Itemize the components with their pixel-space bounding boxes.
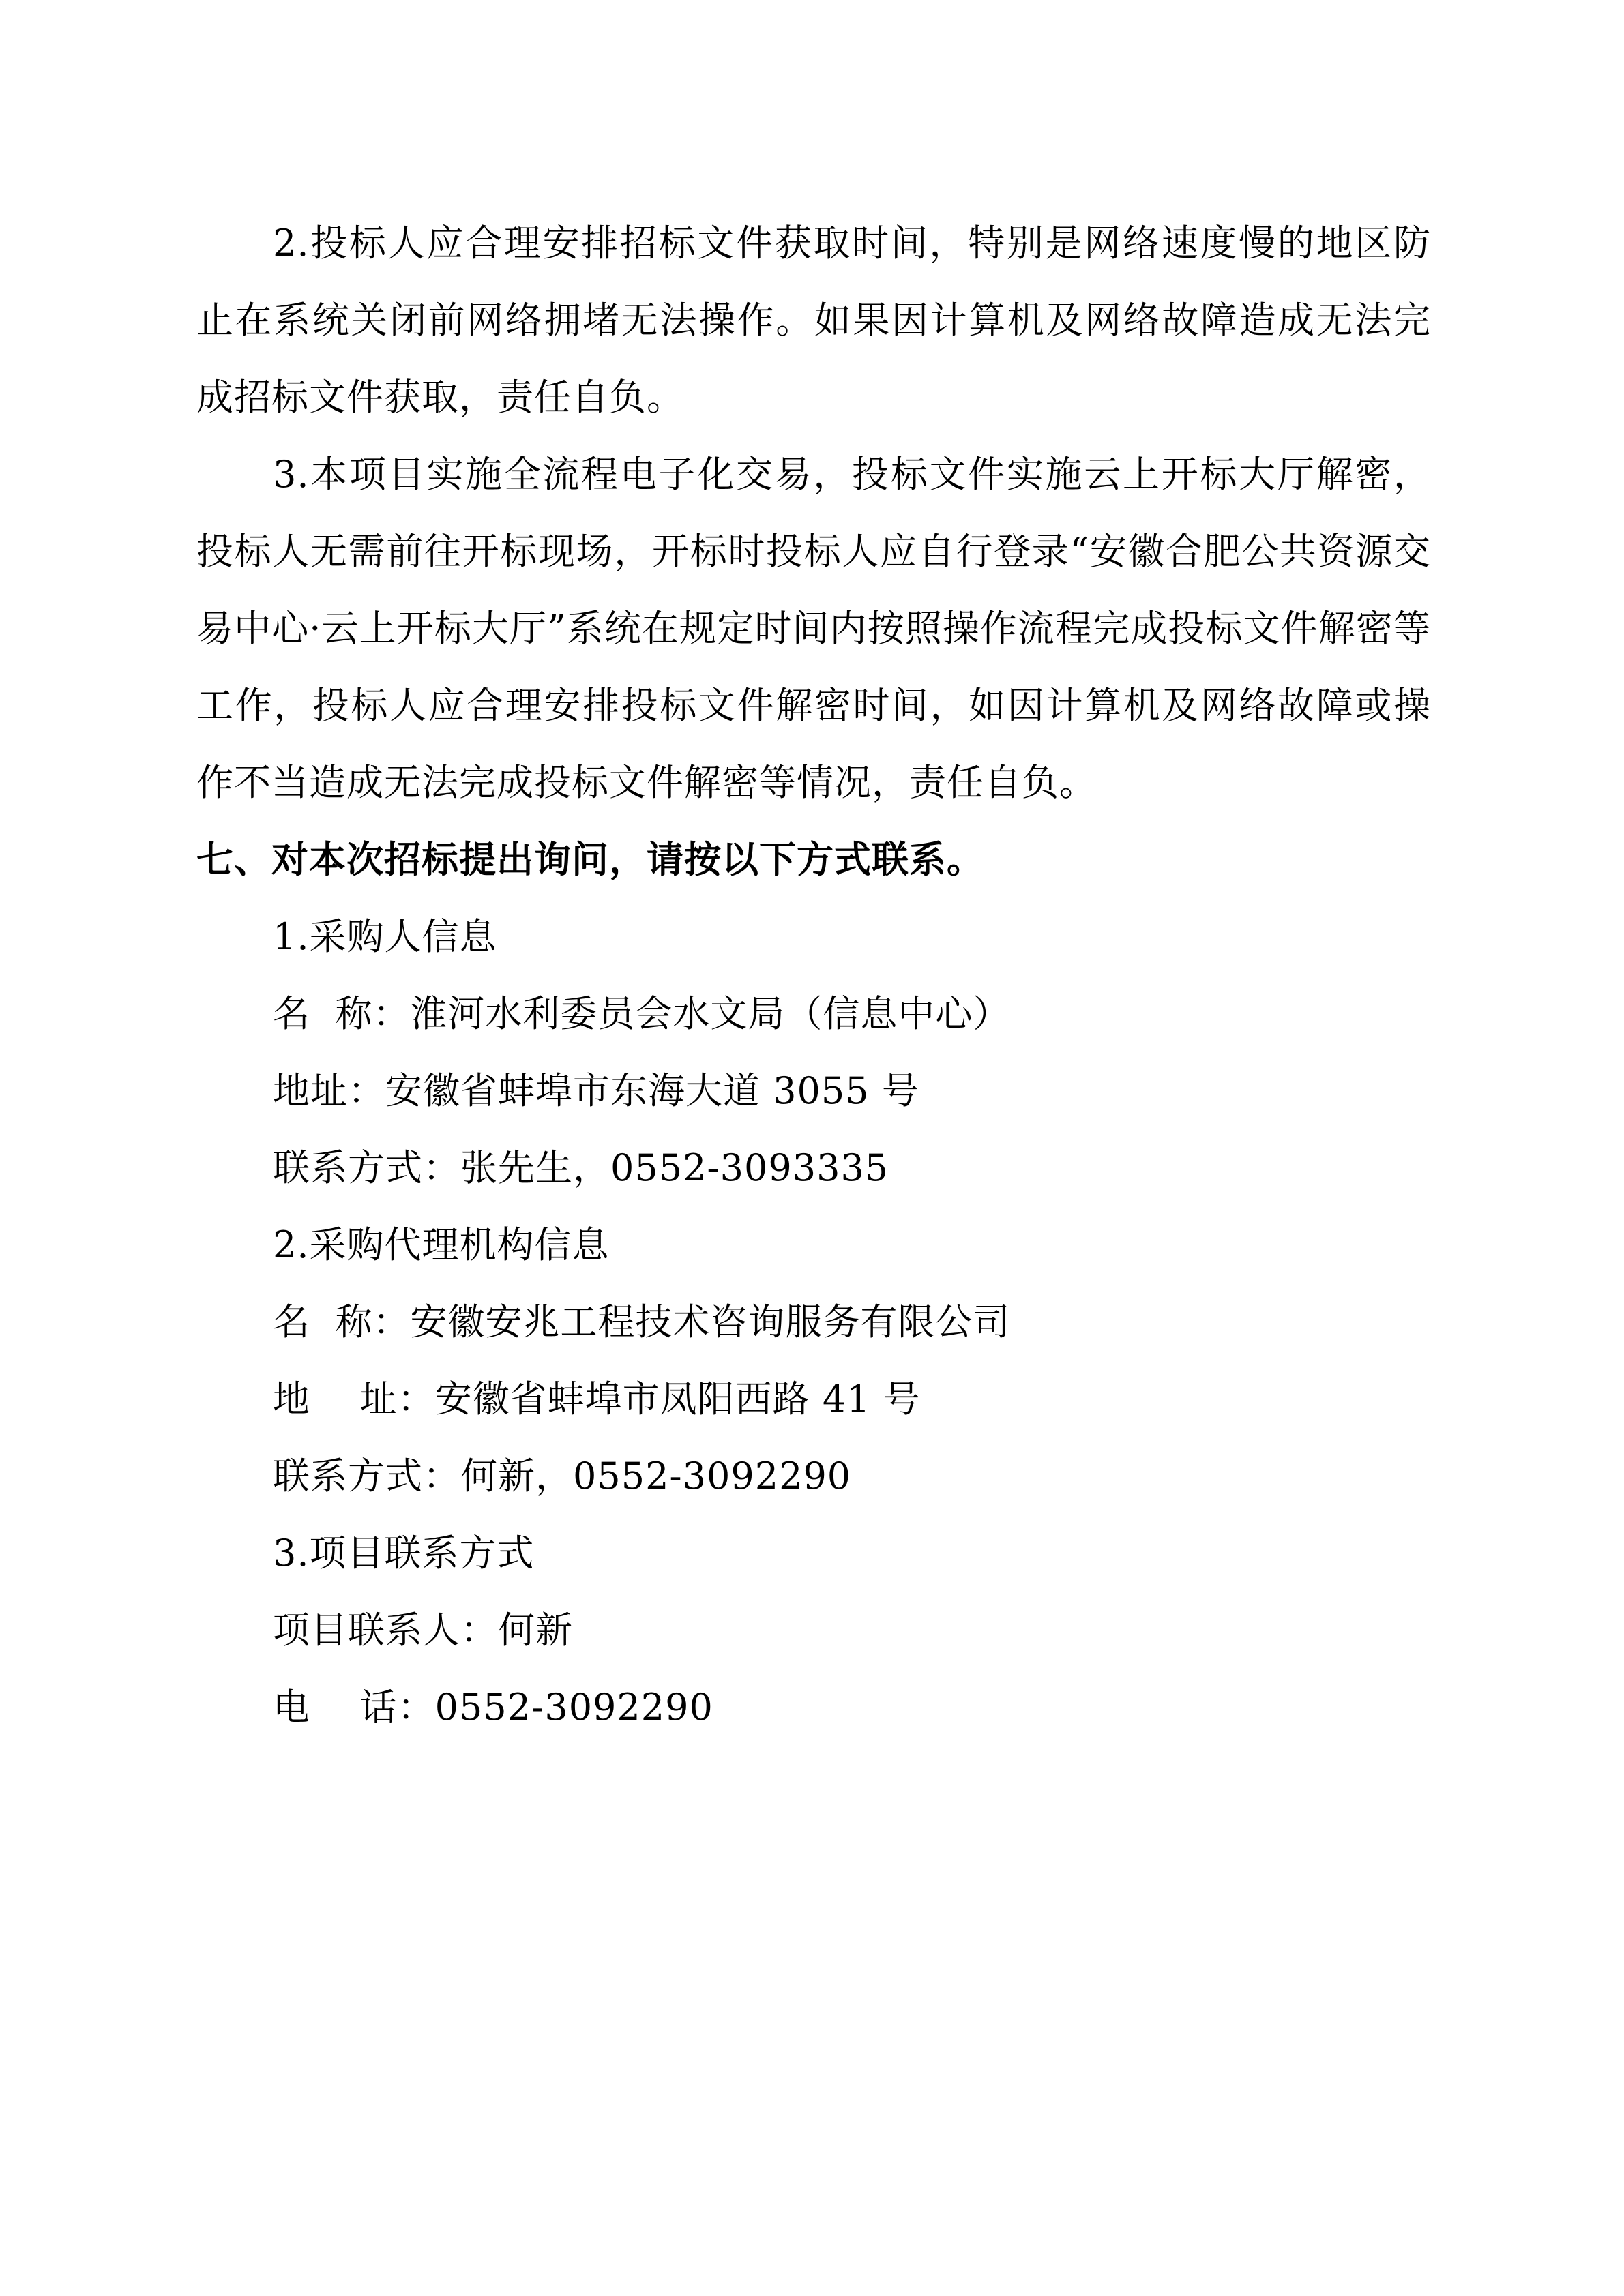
- agency-title: 2.采购代理机构信息: [273, 1223, 610, 1266]
- paragraph-item-3: 3.本项目实施全流程电子化交易，投标文件实施云上开标大厅解密，投标人无需前往开标现场，开标时投标人应自行登录“安徽合肥公共资源交易中心·云上开标大厅”系统在规定时间内按照操作流程完成投标文件解密等工作，投标人应合理安排投标文件解密时间，如因计算机及网络故障或操作不当造成无法完成投标文件解密等情况，责任自负。: [196, 453, 1431, 804]
- agency-address: 地 址：安徽省蚌埠市凤阳西路 41 号: [273, 1377, 921, 1420]
- project-contact-phone: 电 话：0552-3092290: [273, 1686, 713, 1729]
- paragraph-item-2: 2.投标人应合理安排招标文件获取时间，特别是网络速度慢的地区防止在系统关闭前网络拥堵无法操作。如果因计算机及网络故障造成无法完成招标文件获取，责任自负。: [196, 222, 1431, 419]
- purchaser-address: 地址：安徽省蚌埠市东海大道 3055 号: [273, 1069, 919, 1112]
- agency-name: 名 称：安徽安兆工程技术咨询服务有限公司: [273, 1300, 1011, 1343]
- project-contact-title: 3.项目联系方式: [273, 1532, 535, 1575]
- purchaser-name: 名 称：淮河水利委员会水文局（信息中心）: [273, 992, 1011, 1035]
- purchaser-title: 1.采购人信息: [273, 915, 497, 958]
- purchaser-contact: 联系方式：张先生，0552-3093335: [273, 1146, 889, 1189]
- section-heading: 七、对本次招标提出询问，请按以下方式联系。: [196, 838, 984, 881]
- document-body: [196, 205, 1431, 1746]
- agency-contact: 联系方式：何新，0552-3092290: [273, 1455, 852, 1497]
- project-contact-person: 项目联系人：何新: [273, 1609, 573, 1652]
